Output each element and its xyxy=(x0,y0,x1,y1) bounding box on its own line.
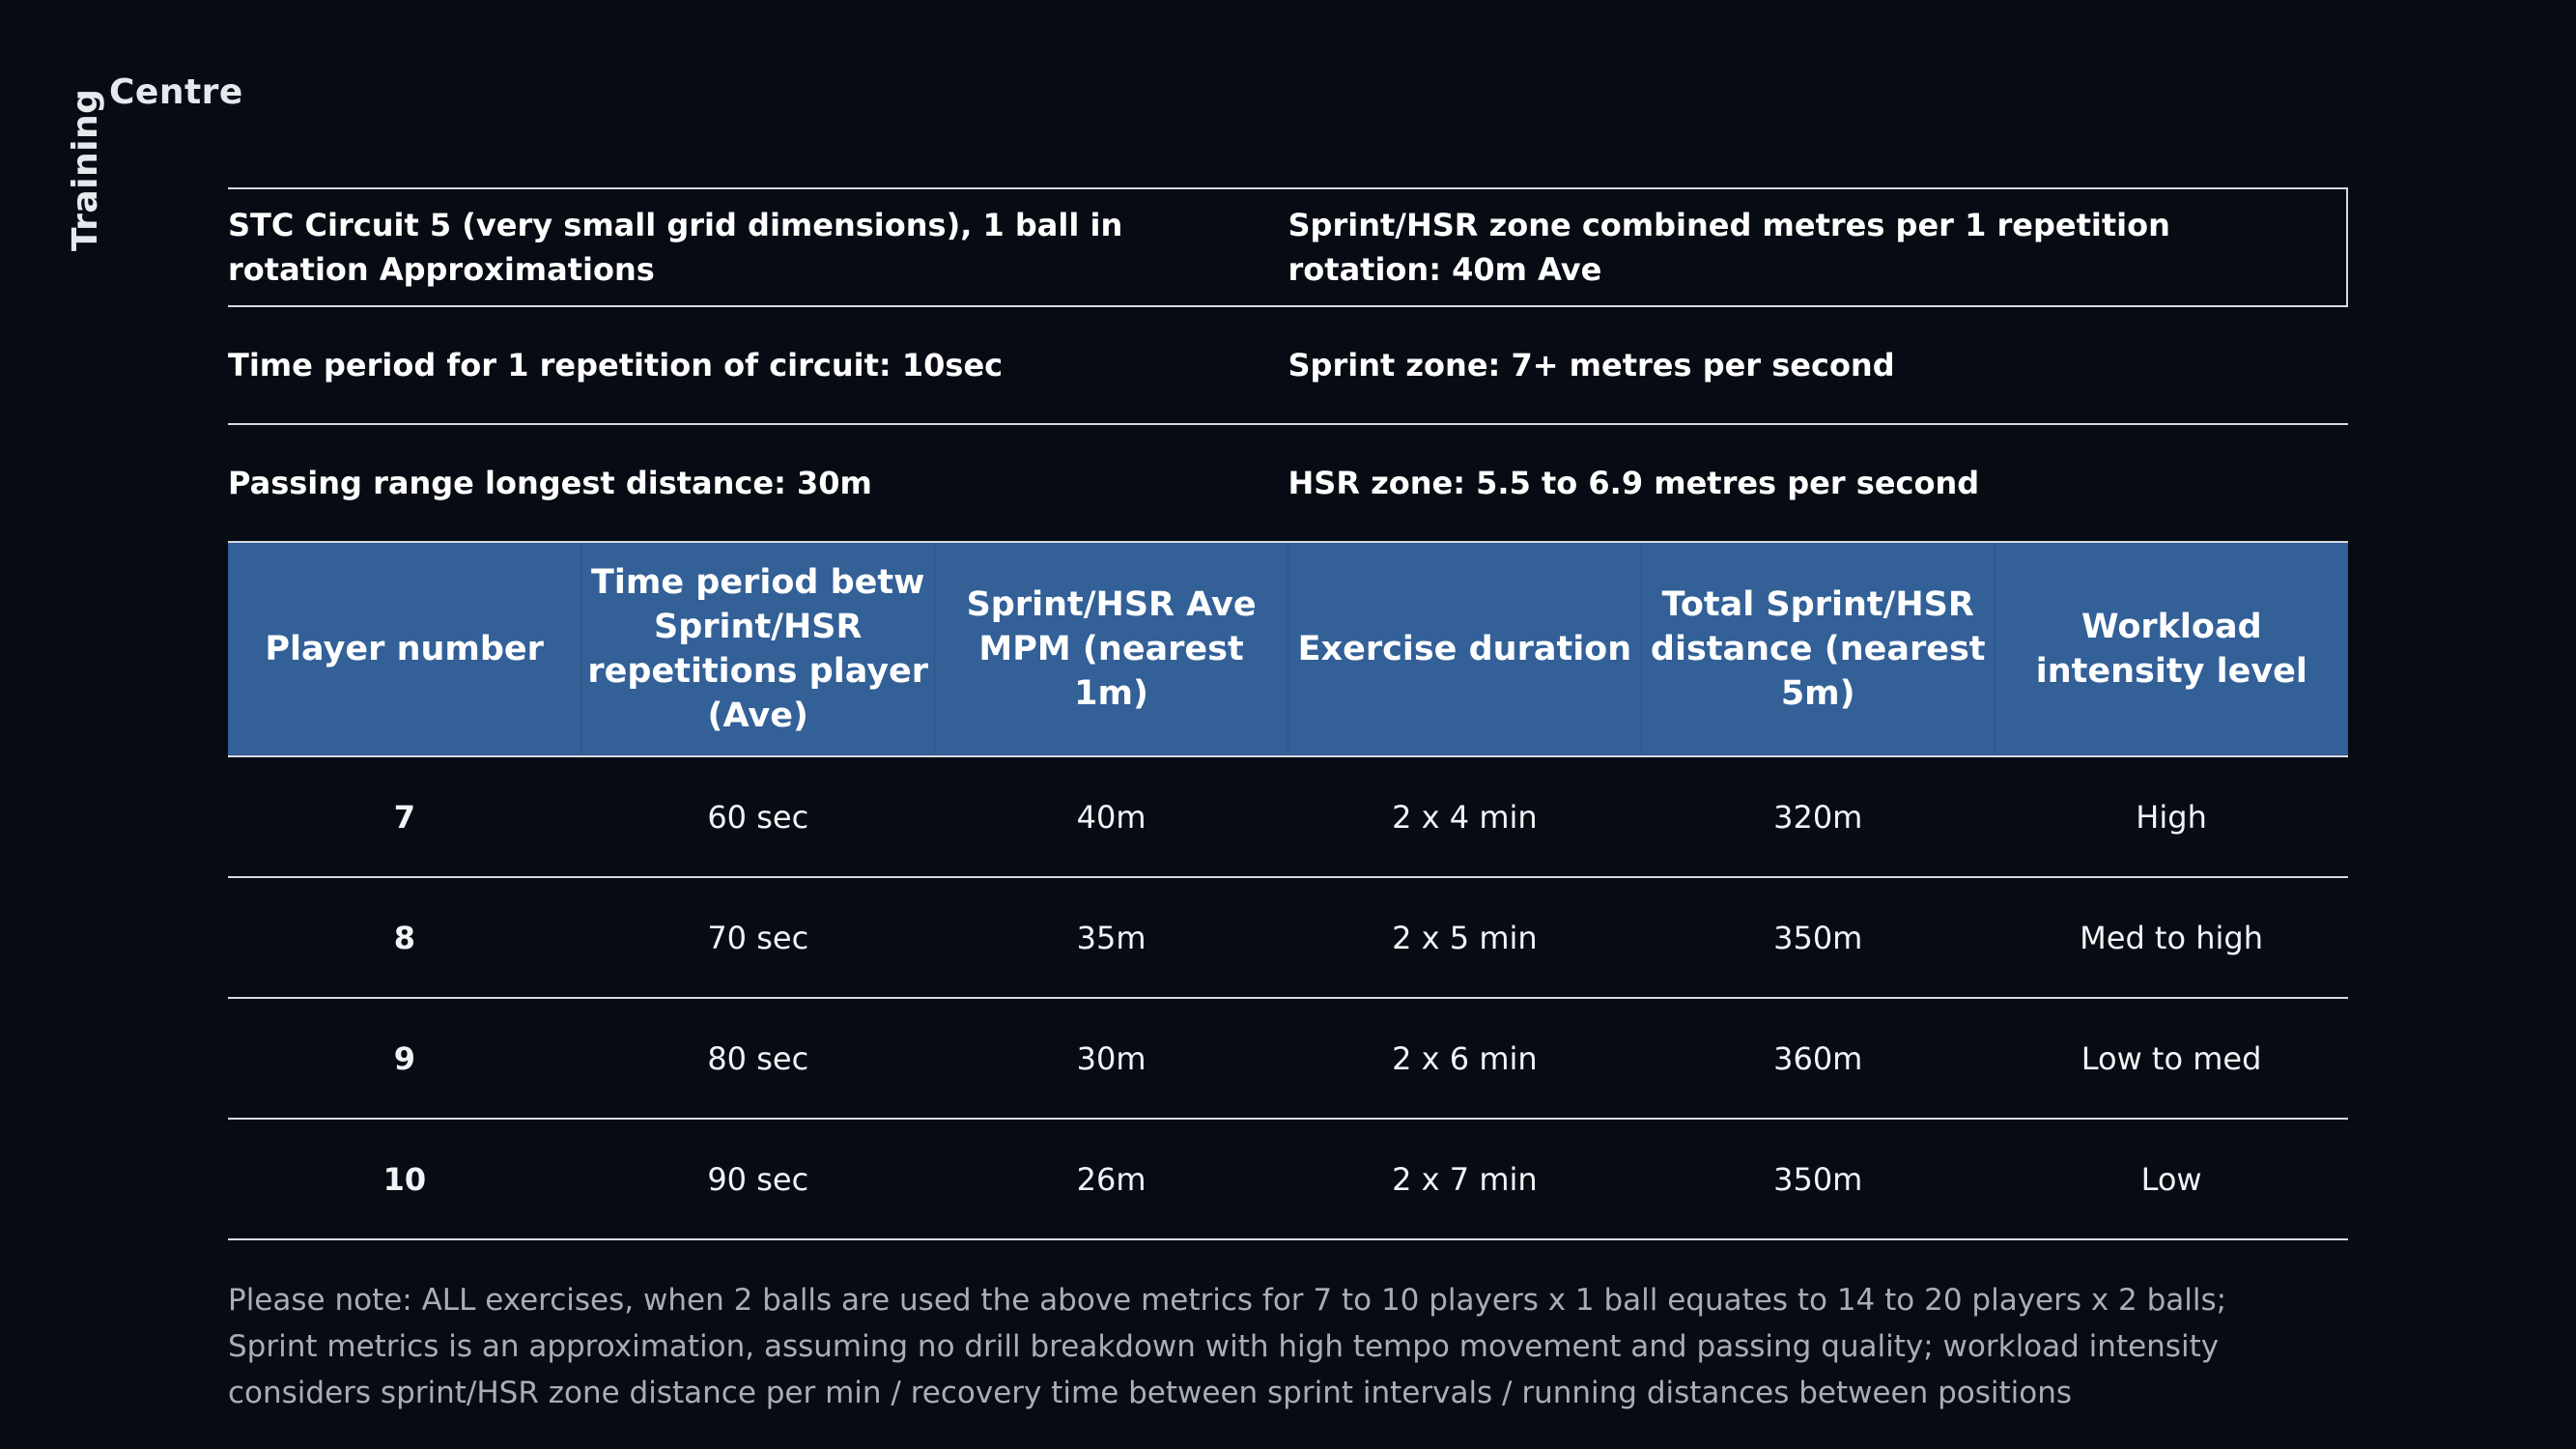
footnote-line: Please note: ALL exercises, when 2 balls are used the above metrics for 7 to 10 players x 1 ball equates to 14 to 20 players x 2 balls; xyxy=(228,1283,2227,1318)
logo-text-training: Training xyxy=(66,88,105,251)
cell-ave-mpm: 26m xyxy=(935,1119,1288,1239)
cell-exercise-duration: 2 x 4 min xyxy=(1288,756,1641,877)
cell-ave-mpm: 30m xyxy=(935,998,1288,1119)
table-row xyxy=(228,877,2348,998)
cell-player-number: 9 xyxy=(228,998,581,1119)
info-cell-left xyxy=(228,189,1288,305)
column-header-workload-intensity: Workload intensity level xyxy=(1995,543,2348,756)
column-header-time-period: Time period betw Sprint/HSR repetitions player (Ave) xyxy=(581,543,935,756)
footnote-line: considers sprint/HSR zone distance per min / recovery time between sprint intervals / running distances between positions xyxy=(228,1376,2073,1410)
circuit-info-grid xyxy=(228,187,2348,543)
cell-ave-mpm: 35m xyxy=(935,877,1288,998)
info-row xyxy=(228,425,2348,543)
info-row xyxy=(228,189,2348,307)
info-cell-left xyxy=(228,307,1288,423)
cell-exercise-duration: 2 x 5 min xyxy=(1288,877,1641,998)
circuit-title: STC Circuit 5 (very small grid dimensions), 1 ball in rotation Approximations xyxy=(228,207,1123,288)
cell-player-number: 7 xyxy=(228,756,581,877)
cell-exercise-duration: 2 x 7 min xyxy=(1288,1119,1641,1239)
cell-time-period: 90 sec xyxy=(581,1119,935,1239)
column-header-exercise-duration: Exercise duration xyxy=(1288,543,1641,756)
info-cell-right xyxy=(1288,307,2349,423)
footnote-line: Sprint metrics is an approximation, assuming no drill breakdown with high tempo movement and passing quality; workload intensity xyxy=(228,1329,2220,1364)
hsr-zone-info: HSR zone: 5.5 to 6.9 metres per second xyxy=(1288,465,1980,501)
cell-time-period: 60 sec xyxy=(581,756,935,877)
table-header xyxy=(228,543,2348,756)
table-body xyxy=(228,756,2348,1239)
cell-time-period: 80 sec xyxy=(581,998,935,1119)
cell-total-distance: 350m xyxy=(1641,1119,1995,1239)
cell-workload-intensity: High xyxy=(1995,756,2348,877)
cell-total-distance: 320m xyxy=(1641,756,1995,877)
cell-workload-intensity: Med to high xyxy=(1995,877,2348,998)
info-row xyxy=(228,307,2348,425)
table-row xyxy=(228,998,2348,1119)
cell-total-distance: 350m xyxy=(1641,877,1995,998)
sprint-zone-info: Sprint zone: 7+ metres per second xyxy=(1288,347,1895,384)
column-header-total-distance: Total Sprint/HSR distance (nearest 5m) xyxy=(1641,543,1995,756)
cell-workload-intensity: Low to med xyxy=(1995,998,2348,1119)
cell-time-period: 70 sec xyxy=(581,877,935,998)
cell-player-number: 10 xyxy=(228,1119,581,1239)
logo-text-centre: Centre xyxy=(109,72,243,112)
main-content xyxy=(228,187,2348,1416)
combined-metres-info: Sprint/HSR zone combined metres per 1 repetition rotation: 40m Ave xyxy=(1288,207,2170,288)
cell-total-distance: 360m xyxy=(1641,998,1995,1119)
info-cell-right xyxy=(1288,189,2349,305)
column-header-ave-mpm: Sprint/HSR Ave MPM (nearest 1m) xyxy=(935,543,1288,756)
workload-table xyxy=(228,543,2348,1240)
table-row xyxy=(228,756,2348,877)
repetition-time-info: Time period for 1 repetition of circuit: 10sec xyxy=(228,347,1004,384)
column-header-player-number: Player number xyxy=(228,543,581,756)
cell-workload-intensity: Low xyxy=(1995,1119,2348,1239)
cell-ave-mpm: 40m xyxy=(935,756,1288,877)
header-row xyxy=(228,543,2348,756)
cell-player-number: 8 xyxy=(228,877,581,998)
info-cell-right xyxy=(1288,425,2349,541)
table-row xyxy=(228,1119,2348,1239)
footnote xyxy=(228,1277,2348,1416)
info-cell-left xyxy=(228,425,1288,541)
passing-range-info: Passing range longest distance: 30m xyxy=(228,465,872,501)
cell-exercise-duration: 2 x 6 min xyxy=(1288,998,1641,1119)
